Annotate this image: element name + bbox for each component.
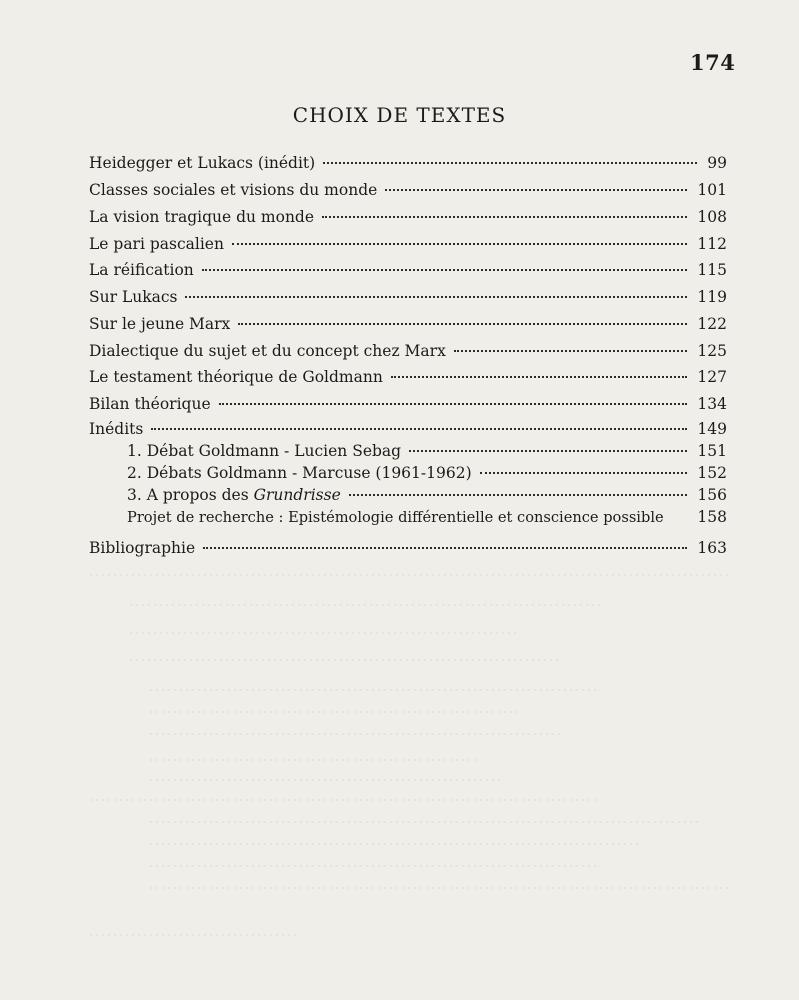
toc-entry bbox=[89, 152, 727, 174]
toc-entry-page: 122 bbox=[697, 315, 727, 333]
toc-entry-label: Bilan théorique bbox=[89, 395, 211, 413]
toc-sub-entry bbox=[127, 506, 727, 528]
toc-entry bbox=[89, 313, 727, 335]
dot-leader bbox=[203, 547, 687, 549]
toc-entry-label: Classes sociales et visions du monde bbox=[89, 181, 378, 199]
toc-entry-bibliography bbox=[89, 537, 727, 559]
toc-sub-entry bbox=[127, 440, 727, 462]
dot-leader bbox=[391, 376, 688, 378]
toc-entry-page: 115 bbox=[697, 261, 727, 279]
toc-entry-label bbox=[127, 484, 341, 506]
toc-entry-label: Le testament théorique de Goldmann bbox=[89, 368, 383, 386]
toc-entry-page: 99 bbox=[707, 154, 727, 172]
toc-entry-page: 112 bbox=[697, 235, 727, 253]
dot-leader bbox=[480, 472, 688, 474]
toc-entry-page: 151 bbox=[697, 442, 727, 460]
toc-entry-label: Sur le jeune Marx bbox=[89, 315, 231, 333]
toc-entry-page: 125 bbox=[697, 342, 727, 360]
toc-entry-label: Bibliographie bbox=[89, 539, 196, 557]
toc-entry-page: 119 bbox=[697, 288, 727, 306]
toc-entry-label: Heidegger et Lukacs (inédit) bbox=[89, 154, 316, 172]
dot-leader bbox=[409, 450, 687, 452]
toc-entry-page: 108 bbox=[697, 208, 727, 226]
toc-entry-label: Sur Lukacs bbox=[89, 288, 178, 306]
toc-entry-page: 101 bbox=[697, 181, 727, 199]
toc-entry-page: 156 bbox=[697, 486, 727, 504]
dot-leader bbox=[202, 269, 688, 271]
toc-entry bbox=[89, 340, 727, 362]
page-number: 174 bbox=[690, 50, 736, 75]
dot-leader bbox=[323, 162, 697, 164]
dot-leader bbox=[238, 323, 687, 325]
dot-leader bbox=[151, 428, 687, 430]
toc-entry-page: 158 bbox=[697, 508, 727, 526]
toc-entry-page: 134 bbox=[697, 395, 727, 413]
dot-leader bbox=[454, 350, 688, 352]
toc-sub-entry bbox=[127, 462, 727, 484]
dot-leader bbox=[349, 494, 688, 496]
toc-entry-page: 152 bbox=[697, 464, 727, 482]
section-title: CHOIX DE TEXTES bbox=[292, 103, 507, 127]
toc-entry bbox=[89, 206, 727, 228]
dot-leader bbox=[232, 243, 687, 245]
dot-leader bbox=[185, 296, 687, 298]
toc-entry-page: 149 bbox=[697, 420, 727, 438]
toc-entry-label: Projet de recherche : Epistémologie différentielle et conscience possible bbox=[127, 509, 664, 526]
dot-leader bbox=[385, 189, 687, 191]
toc-entry-label: 1. Débat Goldmann - Lucien Sebag bbox=[127, 442, 402, 460]
toc-entry bbox=[89, 393, 727, 415]
toc-entry-label-prefix: 3. A propos des bbox=[127, 486, 254, 504]
dot-leader bbox=[322, 216, 687, 218]
toc-entry-label: La vision tragique du monde bbox=[89, 208, 315, 226]
toc-entry-label: Inédits bbox=[89, 420, 144, 438]
toc-entry-label: Le pari pascalien bbox=[89, 235, 224, 253]
toc-entry bbox=[89, 366, 727, 388]
toc-entry-label: Dialectique du sujet et du concept chez Marx bbox=[89, 342, 446, 360]
toc-entry-label-italic: Grundrisse bbox=[253, 486, 341, 504]
toc-entry bbox=[89, 418, 727, 440]
toc-entry bbox=[89, 259, 727, 281]
toc-entry bbox=[89, 233, 727, 255]
toc-entry-page: 163 bbox=[697, 539, 727, 557]
toc-entry bbox=[89, 286, 727, 308]
toc-entry bbox=[89, 179, 727, 201]
toc-entry-page: 127 bbox=[697, 368, 727, 386]
dot-leader bbox=[219, 403, 688, 405]
toc-entry-label: 2. Débats Goldmann - Marcuse (1961-1962) bbox=[127, 464, 472, 482]
toc-entry-label: La réification bbox=[89, 261, 194, 279]
toc-sub-entry bbox=[127, 484, 727, 506]
